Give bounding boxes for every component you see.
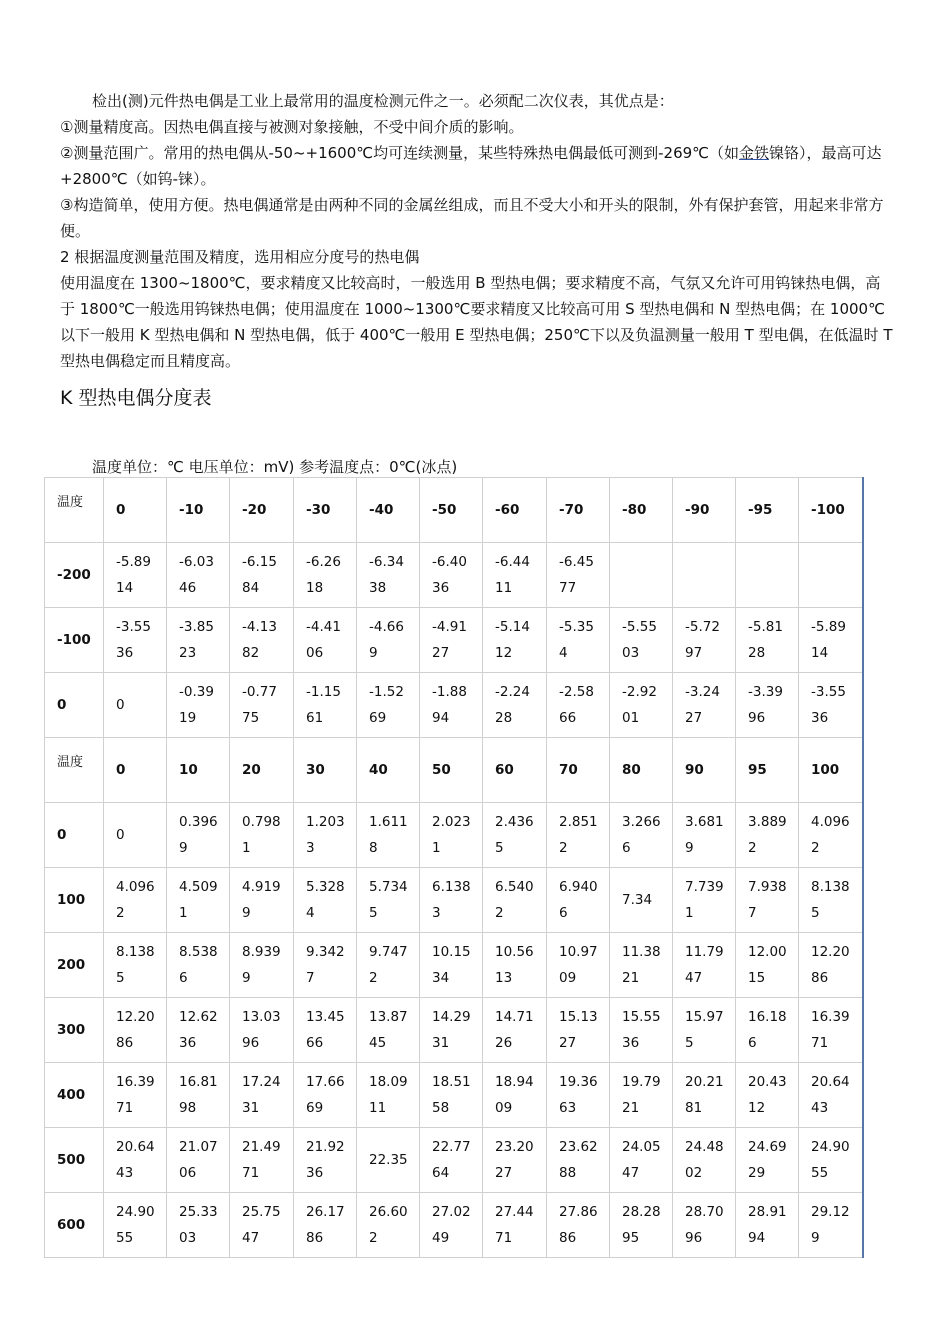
table-cell: 8.138 5 bbox=[799, 868, 863, 933]
table-cell: 0.396 9 bbox=[167, 803, 230, 868]
table-cell: 12.20 86 bbox=[104, 998, 167, 1063]
table-cell: 1.611 8 bbox=[357, 803, 420, 868]
table-cell: -3.85 23 bbox=[167, 608, 230, 673]
table-cell: 9.342 7 bbox=[294, 933, 357, 998]
k-type-table bbox=[44, 477, 864, 1258]
table-cell: -4.13 82 bbox=[230, 608, 294, 673]
table-cell: -1.52 69 bbox=[357, 673, 420, 738]
table-row bbox=[45, 673, 863, 738]
column-header: 0 bbox=[104, 478, 167, 543]
table-cell: 8.138 5 bbox=[104, 933, 167, 998]
table-cell: -6.45 77 bbox=[547, 543, 610, 608]
table-cell: 21.92 36 bbox=[294, 1128, 357, 1193]
table-row bbox=[45, 608, 863, 673]
column-header: 50 bbox=[420, 738, 483, 803]
table-cell: -4.91 27 bbox=[420, 608, 483, 673]
table-cell: 16.81 98 bbox=[167, 1063, 230, 1128]
advantage-range-text-a: ②测量范围广。常用的热电偶从-50~+1600℃均可连续测量，某些特殊热电偶最低可测到-269℃（如 bbox=[60, 144, 739, 162]
table-cell: -0.39 19 bbox=[167, 673, 230, 738]
table-cell: 18.94 09 bbox=[483, 1063, 547, 1128]
table-cell: -2.24 28 bbox=[483, 673, 547, 738]
table-cell: 8.538 6 bbox=[167, 933, 230, 998]
table-cell: -6.40 36 bbox=[420, 543, 483, 608]
column-header: 70 bbox=[547, 738, 610, 803]
table-cell: 19.79 21 bbox=[610, 1063, 673, 1128]
table-cell: 27.02 49 bbox=[420, 1193, 483, 1258]
table-cell: 12.20 86 bbox=[799, 933, 863, 998]
column-header: 95 bbox=[736, 738, 799, 803]
selection-paragraph: 使用温度在 1300~1800℃，要求精度又比较高时，一般选用 B 型热电偶；要求精度不高，气氛又允许可用钨铼热电偶，高于 1800℃一般选用钨铼热电偶；使用温度在 1000~1300℃要求精度又比较高可用 S 型热电偶和 N 型热电偶；在 1000℃以下一般用 K 型热电偶和 N 型热电偶，低于 400℃一般用 E 型热电偶；250℃下以及负温测量一般用 T 型电偶，在低温时 T 型热电偶稳定而且精度高。 bbox=[60, 274, 893, 370]
column-header: -20 bbox=[230, 478, 294, 543]
column-header: -70 bbox=[547, 478, 610, 543]
corner-label: 温度 bbox=[45, 738, 104, 803]
row-header: -200 bbox=[45, 543, 104, 608]
table-cell: -6.44 11 bbox=[483, 543, 547, 608]
table-cell: 22.35 bbox=[357, 1128, 420, 1193]
table-cell: -5.81 28 bbox=[736, 608, 799, 673]
table-cell: -5.72 97 bbox=[673, 608, 736, 673]
table-row bbox=[45, 1128, 863, 1193]
table-cell: 14.29 31 bbox=[420, 998, 483, 1063]
table-cell bbox=[736, 543, 799, 608]
table-cell: 9.747 2 bbox=[357, 933, 420, 998]
column-header: -95 bbox=[736, 478, 799, 543]
table-cell: 21.07 06 bbox=[167, 1128, 230, 1193]
table-cell: 2.436 5 bbox=[483, 803, 547, 868]
table-cell: 10.15 34 bbox=[420, 933, 483, 998]
table-cell: -6.26 18 bbox=[294, 543, 357, 608]
column-header: 90 bbox=[673, 738, 736, 803]
table-cell: 17.24 31 bbox=[230, 1063, 294, 1128]
table-cell: 5.328 4 bbox=[294, 868, 357, 933]
table-cell: 24.90 55 bbox=[104, 1193, 167, 1258]
negative-header-row bbox=[45, 478, 863, 543]
table-cell: 6.940 6 bbox=[547, 868, 610, 933]
table-cell: 4.096 2 bbox=[104, 868, 167, 933]
table-cell: -2.58 66 bbox=[547, 673, 610, 738]
column-header: -40 bbox=[357, 478, 420, 543]
column-header: 60 bbox=[483, 738, 547, 803]
table-cell: 22.77 64 bbox=[420, 1128, 483, 1193]
table-cell: 6.540 2 bbox=[483, 868, 547, 933]
table-cell: 19.36 63 bbox=[547, 1063, 610, 1128]
table-cell: 5.734 5 bbox=[357, 868, 420, 933]
table-cell: 24.48 02 bbox=[673, 1128, 736, 1193]
table-cell: -5.89 14 bbox=[104, 543, 167, 608]
table-cell: 28.28 95 bbox=[610, 1193, 673, 1258]
material-link[interactable]: 金铁 bbox=[739, 144, 770, 162]
column-header: 30 bbox=[294, 738, 357, 803]
table-cell: 13.03 96 bbox=[230, 998, 294, 1063]
table-cell: -1.88 94 bbox=[420, 673, 483, 738]
table-cell: -6.15 84 bbox=[230, 543, 294, 608]
row-header: 0 bbox=[45, 673, 104, 738]
table-cell: 26.17 86 bbox=[294, 1193, 357, 1258]
table-cell: 27.44 71 bbox=[483, 1193, 547, 1258]
table-cell: 7.34 bbox=[610, 868, 673, 933]
column-header: 40 bbox=[357, 738, 420, 803]
table-cell: -5.14 12 bbox=[483, 608, 547, 673]
table-cell: -4.41 06 bbox=[294, 608, 357, 673]
table-cell: 10.97 09 bbox=[547, 933, 610, 998]
table-cell: -3.39 96 bbox=[736, 673, 799, 738]
table-row bbox=[45, 868, 863, 933]
table-cell: 28.70 96 bbox=[673, 1193, 736, 1258]
table-cell: 16.39 71 bbox=[104, 1063, 167, 1128]
column-header: -90 bbox=[673, 478, 736, 543]
table-cell: -3.55 36 bbox=[104, 608, 167, 673]
row-header: 500 bbox=[45, 1128, 104, 1193]
table-cell: 2.023 1 bbox=[420, 803, 483, 868]
table-cell bbox=[610, 543, 673, 608]
row-header: 200 bbox=[45, 933, 104, 998]
table-cell: -3.24 27 bbox=[673, 673, 736, 738]
table-cell: 15.55 36 bbox=[610, 998, 673, 1063]
table-cell: 6.138 3 bbox=[420, 868, 483, 933]
table-cell: -5.89 14 bbox=[799, 608, 863, 673]
table-cell: 4.096 2 bbox=[799, 803, 863, 868]
table-cell: 18.51 58 bbox=[420, 1063, 483, 1128]
table-cell: 18.09 11 bbox=[357, 1063, 420, 1128]
table-heading: K 型热电偶分度表 bbox=[60, 387, 212, 409]
row-header: -100 bbox=[45, 608, 104, 673]
table-cell: 0 bbox=[104, 673, 167, 738]
table-cell: 20.21 81 bbox=[673, 1063, 736, 1128]
table-cell: 11.38 21 bbox=[610, 933, 673, 998]
table-cell: -3.55 36 bbox=[799, 673, 863, 738]
table-cell: 7.938 7 bbox=[736, 868, 799, 933]
table-cell: 17.66 69 bbox=[294, 1063, 357, 1128]
table-cell: 8.939 9 bbox=[230, 933, 294, 998]
table-cell: 4.919 9 bbox=[230, 868, 294, 933]
column-header: 10 bbox=[167, 738, 230, 803]
row-header: 0 bbox=[45, 803, 104, 868]
column-header: 20 bbox=[230, 738, 294, 803]
column-header: -10 bbox=[167, 478, 230, 543]
advantage-range bbox=[60, 140, 895, 192]
table-cell: 21.49 71 bbox=[230, 1128, 294, 1193]
table-cell: 13.87 45 bbox=[357, 998, 420, 1063]
table-cell: 24.05 47 bbox=[610, 1128, 673, 1193]
units-line: 温度单位：℃ 电压单位：mV) 参考温度点：0℃(冰点) bbox=[92, 458, 458, 476]
column-header: 80 bbox=[610, 738, 673, 803]
advantage-range-text-b: 镍铬），最高可达+2800℃（如钨-铼）。 bbox=[60, 144, 882, 188]
table-cell: 3.889 2 bbox=[736, 803, 799, 868]
table-cell: 20.64 43 bbox=[799, 1063, 863, 1128]
table-cell: 16.18 6 bbox=[736, 998, 799, 1063]
table-cell: 20.43 12 bbox=[736, 1063, 799, 1128]
table-cell: 12.62 36 bbox=[167, 998, 230, 1063]
table-cell: 20.64 43 bbox=[104, 1128, 167, 1193]
table-cell: -6.03 46 bbox=[167, 543, 230, 608]
advantage-structure: ③构造简单，使用方便。热电偶通常是由两种不同的金属丝组成，而且不受大小和开头的限制，外有保护套管，用起来非常方便。 bbox=[60, 196, 884, 240]
table-cell: -4.66 9 bbox=[357, 608, 420, 673]
table-cell: 16.39 71 bbox=[799, 998, 863, 1063]
section-title: 2 根据温度测量范围及精度，选用相应分度号的热电偶 bbox=[60, 248, 420, 266]
positive-header-row bbox=[45, 738, 863, 803]
advantage-precision: ①测量精度高。因热电偶直接与被测对象接触，不受中间介质的影响。 bbox=[60, 118, 524, 136]
table-cell: 23.62 88 bbox=[547, 1128, 610, 1193]
row-header: 400 bbox=[45, 1063, 104, 1128]
table-cell: 0 bbox=[104, 803, 167, 868]
table-cell: 26.60 2 bbox=[357, 1193, 420, 1258]
table-cell: -6.34 38 bbox=[357, 543, 420, 608]
table-row bbox=[45, 543, 863, 608]
table-cell: -0.77 75 bbox=[230, 673, 294, 738]
table-cell: 15.97 5 bbox=[673, 998, 736, 1063]
table-cell: 0.798 1 bbox=[230, 803, 294, 868]
table-cell: 13.45 66 bbox=[294, 998, 357, 1063]
table-cell bbox=[673, 543, 736, 608]
table-cell: 2.851 2 bbox=[547, 803, 610, 868]
row-header: 600 bbox=[45, 1193, 104, 1258]
table-cell: 25.75 47 bbox=[230, 1193, 294, 1258]
table-row bbox=[45, 933, 863, 998]
column-header: -100 bbox=[799, 478, 863, 543]
table-cell: 23.20 27 bbox=[483, 1128, 547, 1193]
row-header: 100 bbox=[45, 868, 104, 933]
column-header: -80 bbox=[610, 478, 673, 543]
table-cell: 3.266 6 bbox=[610, 803, 673, 868]
table-cell: 1.203 3 bbox=[294, 803, 357, 868]
table-cell: 28.91 94 bbox=[736, 1193, 799, 1258]
table-cell: 7.739 1 bbox=[673, 868, 736, 933]
column-header: -50 bbox=[420, 478, 483, 543]
column-header: -30 bbox=[294, 478, 357, 543]
intro-paragraph: 检出(测)元件热电偶是工业上最常用的温度检测元件之一。必须配二次仪表，其优点是： bbox=[92, 92, 674, 110]
table-cell: -2.92 01 bbox=[610, 673, 673, 738]
table-cell: 11.79 47 bbox=[673, 933, 736, 998]
corner-label: 温度 bbox=[45, 478, 104, 543]
table-cell: 25.33 03 bbox=[167, 1193, 230, 1258]
table-cell: -5.55 03 bbox=[610, 608, 673, 673]
row-header: 300 bbox=[45, 998, 104, 1063]
table-cell: 4.509 1 bbox=[167, 868, 230, 933]
column-header: -60 bbox=[483, 478, 547, 543]
column-header: 0 bbox=[104, 738, 167, 803]
table-cell: 24.69 29 bbox=[736, 1128, 799, 1193]
table-cell: 24.90 55 bbox=[799, 1128, 863, 1193]
table-cell: 12.00 15 bbox=[736, 933, 799, 998]
table-cell: 14.71 26 bbox=[483, 998, 547, 1063]
table-row bbox=[45, 803, 863, 868]
table-row bbox=[45, 998, 863, 1063]
table-row bbox=[45, 1063, 863, 1128]
table-cell: 3.681 9 bbox=[673, 803, 736, 868]
table-cell: 10.56 13 bbox=[483, 933, 547, 998]
table-cell bbox=[799, 543, 863, 608]
table-row bbox=[45, 1193, 863, 1258]
table-cell: 27.86 86 bbox=[547, 1193, 610, 1258]
table-cell: 15.13 27 bbox=[547, 998, 610, 1063]
table-cell: -5.35 4 bbox=[547, 608, 610, 673]
table-cell: -1.15 61 bbox=[294, 673, 357, 738]
table-cell: 29.12 9 bbox=[799, 1193, 863, 1258]
column-header: 100 bbox=[799, 738, 863, 803]
